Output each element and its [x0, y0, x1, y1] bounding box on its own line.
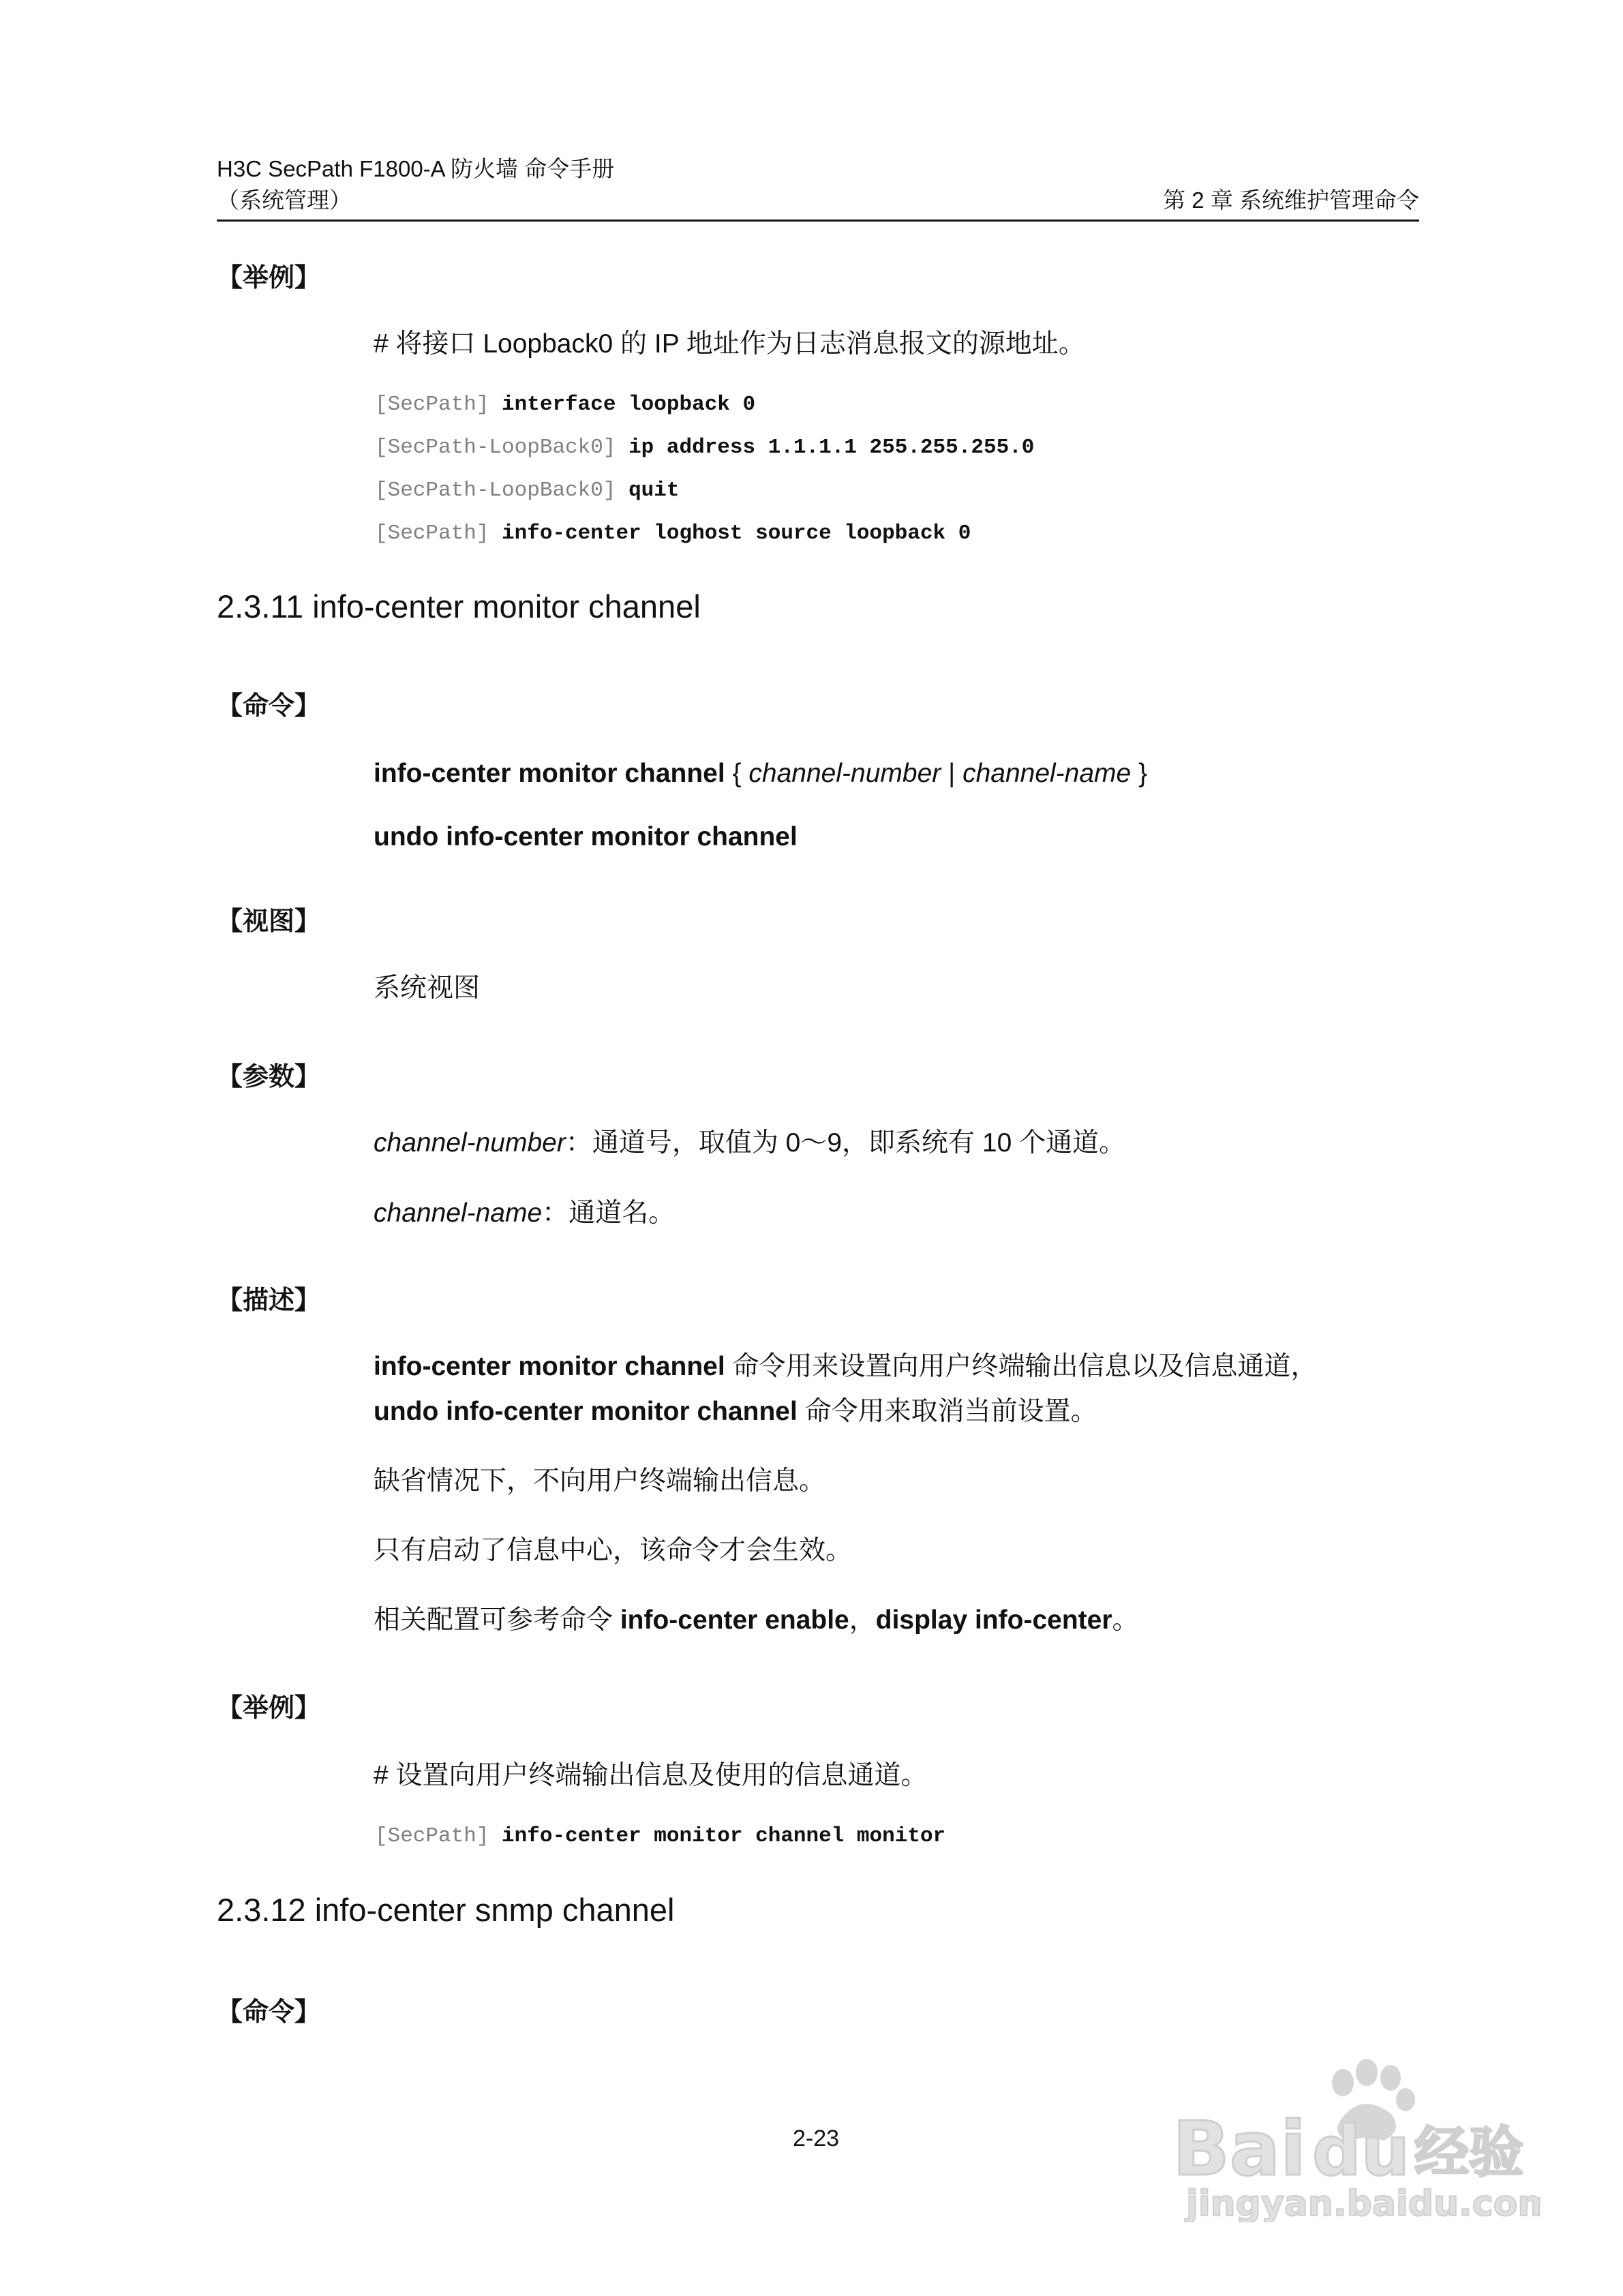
command-tag: 【命令】 — [217, 1997, 321, 2027]
section-heading: 2.3.11 info-center monitor channel — [217, 588, 701, 624]
syntax-brace-open: { — [725, 759, 749, 788]
syntax-arg: channel-name — [962, 759, 1132, 788]
header-rule — [217, 220, 1419, 222]
description-line — [374, 1395, 1097, 1429]
description-text: 命令用来设置向用户终端输出信息以及信息通道， — [725, 1352, 1318, 1381]
related-command: display info-center — [875, 1605, 1112, 1635]
header-title: H3C SecPath F1800-A 防火墙 命令手册 — [217, 156, 615, 181]
description-text: ， — [849, 1605, 876, 1635]
code-prompt: [SecPath-LoopBack0] — [375, 436, 616, 459]
code-line — [375, 477, 680, 504]
code-line — [375, 1823, 945, 1850]
description-text: 相关配置可参考命令 — [374, 1605, 620, 1635]
description-text: 命令用来取消当前设置。 — [797, 1397, 1097, 1426]
param-desc: ：通道名。 — [542, 1198, 676, 1228]
description-command: undo info-center monitor channel — [374, 1397, 798, 1426]
svg-text:经验: 经验 — [1414, 2121, 1523, 2184]
syntax-keyword: info-center monitor channel — [374, 759, 725, 788]
paw-icon — [1159, 2052, 1541, 2222]
syntax-brace-close: } — [1131, 759, 1148, 788]
code-command: info-center monitor channel monitor — [502, 1824, 946, 1848]
syntax-separator: | — [941, 759, 963, 788]
description-line — [374, 1350, 1318, 1384]
code-prompt: [SecPath] — [375, 522, 489, 545]
view-tag: 【视图】 — [217, 906, 321, 936]
code-command: ip address 1.1.1.1 255.255.255.0 — [628, 436, 1035, 459]
svg-text:du: du — [1312, 2111, 1410, 2191]
param-line — [374, 1126, 1125, 1160]
code-prompt: [SecPath] — [375, 1824, 489, 1848]
section-heading: 2.3.12 info-center snmp channel — [217, 1892, 675, 1928]
syntax-arg: channel-number — [748, 759, 941, 788]
header-chapter: 第 2 章 系统维护管理命令 — [1163, 187, 1419, 213]
code-prompt: [SecPath-LoopBack0] — [375, 479, 616, 502]
code-line — [375, 520, 971, 547]
code-command: interface loopback 0 — [502, 393, 756, 417]
header-subtitle: （系统管理） — [217, 187, 352, 213]
view-text: 系统视图 — [374, 973, 481, 1003]
description-line: 只有启动了信息中心，该命令才会生效。 — [374, 1536, 853, 1565]
code-command: info-center loghost source loopback 0 — [502, 522, 971, 545]
related-command: info-center enable — [620, 1605, 849, 1635]
param-name: channel-number — [374, 1128, 566, 1158]
description-line: 缺省情况下，不向用户终端输出信息。 — [374, 1466, 826, 1496]
param-name: channel-name — [374, 1198, 543, 1228]
param-line — [374, 1196, 675, 1230]
command-syntax — [374, 757, 1147, 791]
example-tag: 【举例】 — [217, 262, 321, 292]
baidu-watermark-logo — [1159, 2052, 1541, 2222]
code-line — [375, 434, 1034, 462]
param-desc: ：通道号，取值为 0～9，即系统有 10 个通道。 — [565, 1128, 1126, 1158]
svg-text:Bai: Bai — [1172, 2105, 1306, 2192]
code-command: quit — [628, 479, 680, 502]
page-number: 2-23 — [793, 2126, 840, 2151]
description-tag: 【描述】 — [217, 1285, 321, 1315]
example-tag: 【举例】 — [217, 1693, 321, 1723]
description-command: info-center monitor channel — [374, 1352, 725, 1381]
code-line — [375, 391, 755, 419]
command-syntax-undo: undo info-center monitor channel — [374, 822, 798, 851]
example-description: # 设置向用户终端输出信息及使用的信息通道。 — [374, 1761, 928, 1790]
svg-text:jingyan.baidu.com: jingyan.baidu.com — [1186, 2184, 1541, 2222]
example-description: # 将接口 Loopback0 的 IP 地址作为日志消息报文的源地址。 — [374, 329, 1085, 359]
command-tag: 【命令】 — [217, 691, 321, 721]
description-line — [374, 1603, 1139, 1637]
param-tag: 【参数】 — [217, 1061, 321, 1091]
description-text: 。 — [1112, 1605, 1139, 1635]
code-prompt: [SecPath] — [375, 393, 489, 417]
